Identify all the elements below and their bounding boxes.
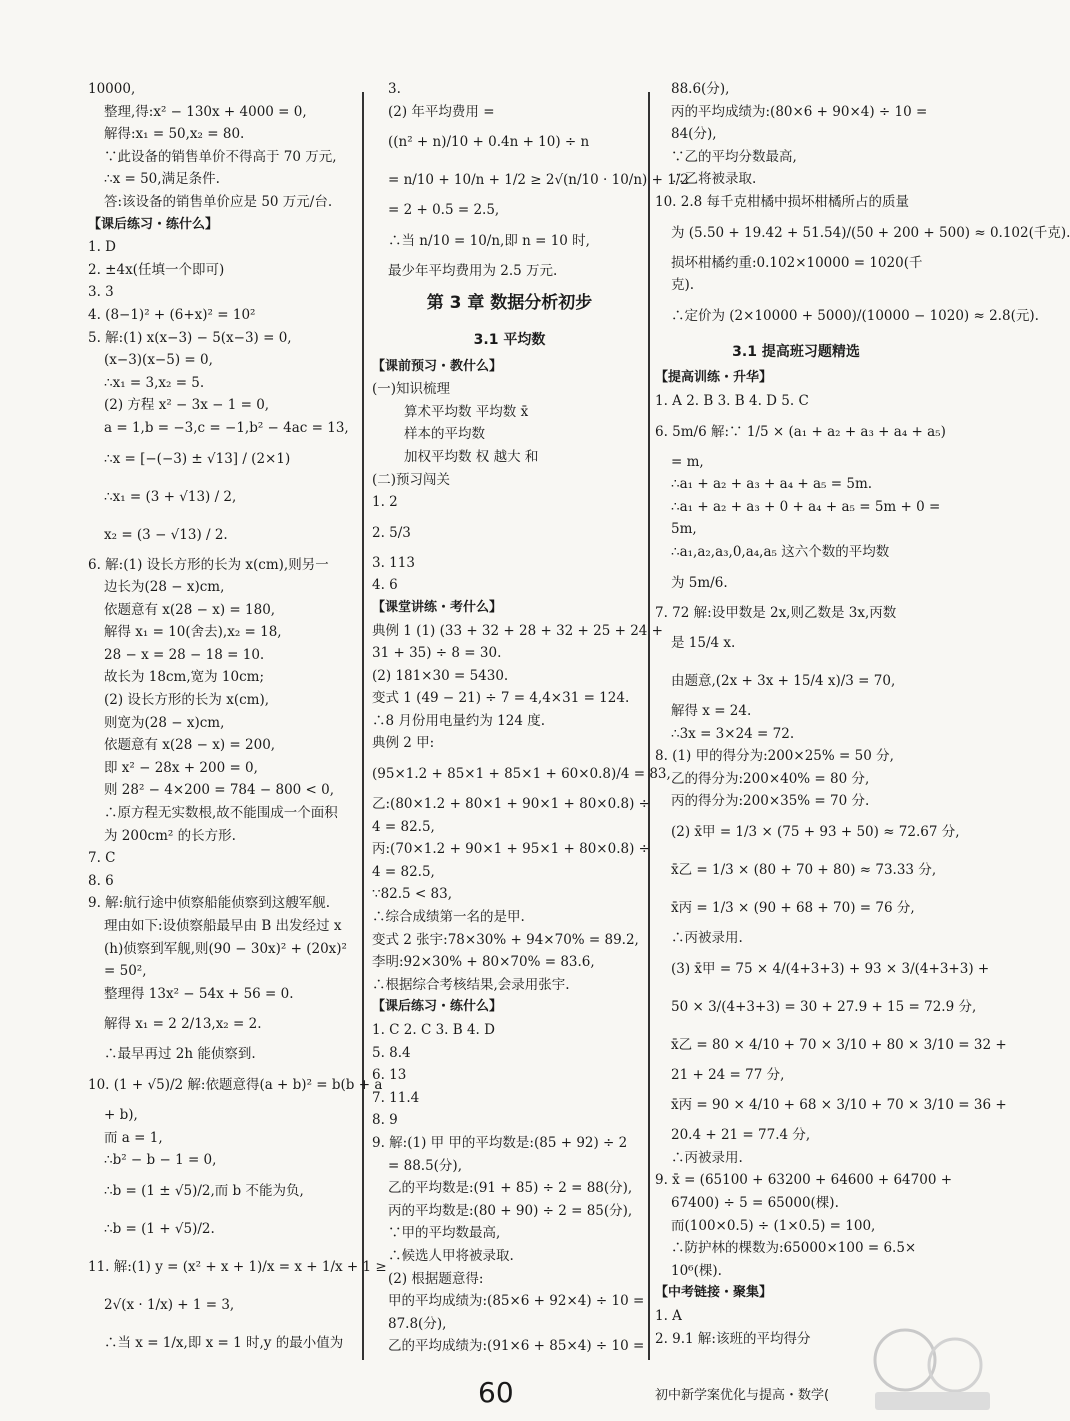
col2-line: (2) 年平均费用 =: [388, 103, 495, 120]
col3-line: (3) x̄甲 = 75 × 4/(4+3+3) + 93 × 3/(4+3+3) +: [671, 960, 990, 977]
col1-line: = 50²,: [104, 963, 147, 980]
col3-line: x̄乙 = 80 × 4/10 + 70 × 3/10 + 80 × 3/10 = 32 +: [671, 1036, 1007, 1053]
col3-line: 67400) ÷ 5 = 65000(棵).: [671, 1195, 839, 1212]
col2-line: ∴8 月份用电量约为 124 度.: [372, 712, 546, 729]
col2-line: 变式 1 (49 − 21) ÷ 7 = 4,4×31 = 124.: [372, 690, 630, 707]
col3-line: ∴防护林的棵数为:65000×100 = 6.5×: [671, 1240, 917, 1257]
col3-line: ∴乙将被录取.: [671, 171, 757, 188]
col2-line: 6. 13: [372, 1067, 407, 1084]
col1-line: 依题意有 x(28 − x) = 200,: [104, 737, 276, 754]
col1-line: ∴b² − b − 1 = 0,: [104, 1152, 217, 1169]
col3-line: 21 + 24 = 77 分,: [671, 1066, 785, 1083]
col3-line: 7. 72 解:设甲数是 2x,则乙数是 3x,丙数: [655, 604, 897, 621]
col3-line: 50 × 3/(4+3+3) = 30 + 27.9 + 15 = 72.9 分,: [671, 998, 977, 1015]
col2-line: (2) 181×30 = 5430.: [372, 667, 509, 684]
col3-line: 乙的得分为:200×40% = 80 分,: [671, 770, 870, 787]
col3-line: 而(100×0.5) ÷ (1×0.5) = 100,: [671, 1217, 876, 1234]
col2-line: 变式 2 张宇:78×30% + 94×70% = 89.2,: [372, 931, 639, 948]
col3-line: ∴3x = 3×24 = 72.: [671, 725, 795, 742]
col1-line: 则 28² − 4×200 = 784 − 800 < 0,: [104, 782, 335, 799]
col3-line: 20.4 + 21 = 77.4 分,: [671, 1127, 811, 1144]
col3-line: 2. 9.1 解:该班的平均得分: [655, 1330, 811, 1347]
col1-line: 解得:x₁ = 50,x₂ = 80.: [104, 126, 245, 143]
col2-line: 3. 113: [372, 554, 415, 571]
col3-line: 解得 x = 24.: [671, 703, 752, 720]
col2-line: 乙的平均数是:(91 + 85) ÷ 2 = 88(分),: [388, 1180, 633, 1197]
col1-line: ∴b = (1 + √5)/2.: [104, 1220, 215, 1237]
col1-line: (h)侦察到军舰,则(90 − 30x)² + (20x)²: [104, 940, 347, 957]
col3-line: 5m,: [671, 521, 697, 538]
col2-line: = 88.5(分),: [388, 1157, 462, 1174]
col3-line: 1. A 2. B 3. B 4. D 5. C: [655, 392, 809, 409]
col1-line: 边长为(28 − x)cm,: [104, 579, 225, 596]
col3-line: 10⁶(棵).: [671, 1262, 722, 1279]
col1-line: 7. C: [88, 850, 116, 867]
col1-line: ∴原方程无实数根,故不能围成一个面积: [104, 805, 338, 822]
col3-line: 为 (5.50 + 19.42 + 51.54)/(50 + 200 + 500) ≈ 0.102(千克).: [671, 224, 1070, 241]
col2-line: 3.: [388, 81, 401, 97]
col3-line: 1. A: [655, 1308, 682, 1324]
col2-line: 8. 9: [372, 1112, 398, 1129]
col2-line: 5. 8.4: [372, 1044, 411, 1061]
col1-line: 11. 解:(1) y = (x² + x + 1)/x = x + 1/x + 1 ≥: [88, 1258, 387, 1275]
col3-line: ∴丙被录用.: [671, 1149, 743, 1166]
col3-line: ∴定价为 (2×10000 + 5000)/(10000 − 1020) ≈ 2.8(元).: [671, 307, 1039, 324]
col1-line: a = 1,b = −3,c = −1,b² − 4ac = 13,: [104, 419, 349, 436]
col2-line: ∴候选人甲将被录取.: [388, 1247, 514, 1264]
col1-line: 【课后练习・练什么】: [88, 216, 219, 232]
col2-line: 3.1 平均数: [473, 331, 546, 348]
col3-line: 是 15/4 x.: [671, 635, 736, 652]
col1-line: 3. 3: [88, 284, 114, 301]
col2-line: 第 3 章 数据分析初步: [426, 293, 593, 314]
col3-line: x̄丙 = 90 × 4/10 + 68 × 3/10 + 70 × 3/10 = 36 +: [671, 1097, 1007, 1114]
col3-line: 损坏柑橘约重:0.102×10000 = 1020(千: [671, 254, 923, 271]
col2-line: (二)预习闯关: [372, 471, 451, 488]
col3-line: 丙的平均成绩为:(80×6 + 90×4) ÷ 10 =: [671, 103, 928, 120]
col2-line: = 2 + 0.5 = 2.5,: [388, 202, 500, 219]
col1-line: 10. (1 + √5)/2 解:依题意得(a + b)² = b(b + a: [88, 1076, 383, 1093]
col3-line: 由题意,(2x + 3x + 15/4 x)/3 = 70,: [671, 673, 896, 690]
col2-line: (2) 根据题意得:: [388, 1270, 484, 1287]
col1-line: (2) 设长方形的长为 x(cm),: [104, 692, 270, 709]
col1-line: 依题意有 x(28 − x) = 180,: [104, 601, 276, 618]
col2-line: ∵甲的平均数最高,: [388, 1225, 501, 1242]
answer-column-right: [655, 78, 1070, 1350]
col2-line: 乙:(80×1.2 + 80×1 + 90×1 + 80×0.8) ÷: [372, 796, 650, 813]
col1-line: 整理,得:x² − 130x + 4000 = 0,: [104, 103, 307, 120]
col2-line: 李明:92×30% + 80×70% = 83.6,: [372, 954, 595, 971]
col3-line: 6. 5m/6 解:∵ 1/5 × (a₁ + a₂ + a₃ + a₄ + a₅): [655, 423, 946, 440]
col1-line: 8. 6: [88, 872, 114, 889]
col1-line: 解得 x₁ = 10(舍去),x₂ = 18,: [104, 624, 282, 641]
col1-line: ∴x₁ = (3 + √13) / 2,: [104, 488, 237, 505]
col1-line: 故长为 18cm,宽为 10cm;: [104, 669, 265, 686]
col2-line: 最少年平均费用为 2.5 万元.: [388, 262, 558, 279]
col1-line: 答:该设备的销售单价应是 50 万元/台.: [104, 193, 333, 210]
col1-line: 解得 x₁ = 2 2/13,x₂ = 2.: [104, 1016, 262, 1033]
col1-line: 2. ±4x(任填一个即可): [88, 261, 225, 278]
col2-line: ((n² + n)/10 + 0.4n + 10) ÷ n: [388, 134, 590, 151]
col2-line: 1. 2: [372, 494, 398, 511]
col3-line: 84(分),: [671, 126, 717, 143]
col2-line: 4 = 82.5,: [372, 863, 435, 880]
col3-line: = m,: [671, 453, 704, 470]
col2-line: 乙的平均成绩为:(91×6 + 85×4) ÷ 10 =: [388, 1338, 645, 1355]
col3-line: ∵乙的平均分数最高,: [671, 148, 797, 165]
col3-line: 3.1 提高班习题精选: [732, 343, 860, 360]
column-divider-right: [648, 92, 650, 1360]
col1-line: 28 − x = 28 − 18 = 10.: [104, 646, 265, 663]
col3-line: 88.6(分),: [671, 81, 730, 97]
col2-line: 4 = 82.5,: [372, 818, 435, 835]
col1-line: 1. D: [88, 239, 116, 256]
col2-line: = n/10 + 10/n + 1/2 ≥ 2√(n/10 · 10/n) + 1/2: [388, 172, 689, 189]
col1-line: 2√(x · 1/x) + 1 = 3,: [104, 1296, 235, 1313]
col2-line: ∵82.5 < 83,: [372, 886, 453, 903]
col1-line: ∴x₁ = 3,x₂ = 5.: [104, 374, 205, 391]
col2-line: 31 + 35) ÷ 8 = 30.: [372, 645, 502, 662]
col1-line: ∴x = [−(−3) ± √13] / (2×1): [104, 450, 291, 467]
col2-line: (95×1.2 + 85×1 + 85×1 + 60×0.8)/4 = 83,: [372, 766, 671, 783]
col2-line: (一)知识梳理: [372, 381, 451, 398]
col1-line: 即 x² − 28x + 200 = 0,: [104, 759, 258, 776]
col1-line: (2) 方程 x² − 3x − 1 = 0,: [104, 397, 270, 414]
col2-line: 2. 5/3: [372, 524, 411, 541]
col3-line: (2) x̄甲 = 1/3 × (75 + 93 + 50) ≈ 72.67 分,: [671, 824, 960, 841]
col3-line: ∴a₁,a₂,a₃,0,a₄,a₅ 这六个数的平均数: [671, 543, 890, 560]
col3-line: 丙的得分为:200×35% = 70 分.: [671, 793, 870, 810]
col3-line: x̄乙 = 1/3 × (80 + 70 + 80) ≈ 73.33 分,: [671, 862, 937, 879]
col2-line: 丙:(70×1.2 + 90×1 + 95×1 + 80×0.8) ÷: [372, 841, 650, 858]
col2-line: 4. 6: [372, 577, 398, 594]
col2-line: 7. 11.4: [372, 1089, 420, 1106]
col3-line: 【提高训练・升华】: [655, 370, 773, 386]
column-divider-left: [362, 92, 364, 1360]
col3-line: 克).: [671, 277, 695, 294]
col1-line: 4. (8−1)² + (6+x)² = 10²: [88, 306, 256, 323]
col2-line: 算术平均数 平均数 x̄: [404, 403, 529, 420]
col3-line: ∴a₁ + a₂ + a₃ + 0 + a₄ + a₅ = 5m + 0 =: [671, 498, 941, 515]
col2-line: ∴当 n/10 = 10/n,即 n = 10 时,: [388, 232, 590, 249]
col1-line: ∴x = 50,满足条件.: [104, 171, 220, 188]
col2-line: 87.8(分),: [388, 1315, 447, 1332]
col2-line: 典例 1 (1) (33 + 32 + 28 + 32 + 25 + 24 +: [372, 622, 663, 639]
col1-line: 6. 解:(1) 设长方形的长为 x(cm),则另一: [88, 556, 329, 573]
col1-line: ∴当 x = 1/x,即 x = 1 时,y 的最小值为: [104, 1334, 344, 1351]
col1-line: 理由如下:设侦察船最早由 B 出发经过 x: [104, 918, 342, 934]
watermark-logo: [835, 1320, 995, 1415]
col3-line: 9. x̄ = (65100 + 63200 + 64600 + 64700 +: [655, 1172, 953, 1189]
col1-line: ∴b = (1 ± √5)/2,而 b 不能为负,: [104, 1182, 304, 1199]
col3-line: x̄丙 = 1/3 × (90 + 68 + 70) = 76 分,: [671, 900, 915, 917]
col1-line: ∴最早再过 2h 能侦察到.: [104, 1046, 256, 1063]
page-number: 60: [478, 1376, 514, 1409]
col1-line: + b),: [104, 1106, 138, 1123]
col3-line: ∴丙被录用.: [671, 930, 743, 947]
col1-line: 10000,: [88, 81, 136, 97]
col3-line: 8. (1) 甲的得分为:200×25% = 50 分,: [655, 748, 894, 765]
col2-line: ∴综合成绩第一名的是甲.: [372, 909, 525, 926]
col3-line: ∴a₁ + a₂ + a₃ + a₄ + a₅ = 5m.: [671, 476, 873, 493]
col2-line: 【课后练习・练什么】: [372, 999, 503, 1015]
col1-line: ∵此设备的销售单价不得高于 70 万元,: [104, 148, 337, 165]
col2-line: 丙的平均数是:(80 + 90) ÷ 2 = 85(分),: [388, 1202, 633, 1219]
col1-line: (x−3)(x−5) = 0,: [104, 352, 213, 369]
col2-line: 9. 解:(1) 甲 甲的平均数是:(85 + 92) ÷ 2: [372, 1134, 628, 1151]
col1-line: 5. 解:(1) x(x−3) − 5(x−3) = 0,: [88, 329, 292, 346]
col3-line: 为 5m/6.: [671, 574, 728, 591]
col2-line: 【课前预习・教什么】: [372, 358, 503, 374]
col2-line: 甲的平均成绩为:(85×6 + 92×4) ÷ 10 =: [388, 1293, 645, 1310]
col2-line: 1. C 2. C 3. B 4. D: [372, 1022, 495, 1038]
footer-book-title: 初中新学案优化与提高・数学(: [655, 1388, 830, 1403]
col2-line: 【课堂讲练・考什么】: [372, 599, 503, 615]
col1-line: x₂ = (3 − √13) / 2.: [104, 526, 228, 543]
col1-line: 整理得 13x² − 54x + 56 = 0.: [104, 985, 294, 1002]
col2-line: 样本的平均数: [404, 426, 485, 443]
col2-line: ∴根据综合考核结果,会录用张宇.: [372, 976, 570, 993]
col1-line: 则宽为(28 − x)cm,: [104, 714, 225, 731]
col3-line: 10. 2.8 每千克柑橘中损坏柑橘所占的质量: [655, 193, 910, 210]
col1-line: 为 200cm² 的长方形.: [104, 827, 236, 844]
col1-line: 9. 解:航行途中侦察船能侦察到这艘军舰.: [88, 895, 331, 912]
col2-line: 加权平均数 权 越大 和: [404, 448, 539, 465]
col3-line: 【中考链接・聚集】: [655, 1285, 773, 1301]
col1-line: 而 a = 1,: [104, 1129, 163, 1146]
col2-line: 典例 2 甲:: [372, 735, 435, 752]
